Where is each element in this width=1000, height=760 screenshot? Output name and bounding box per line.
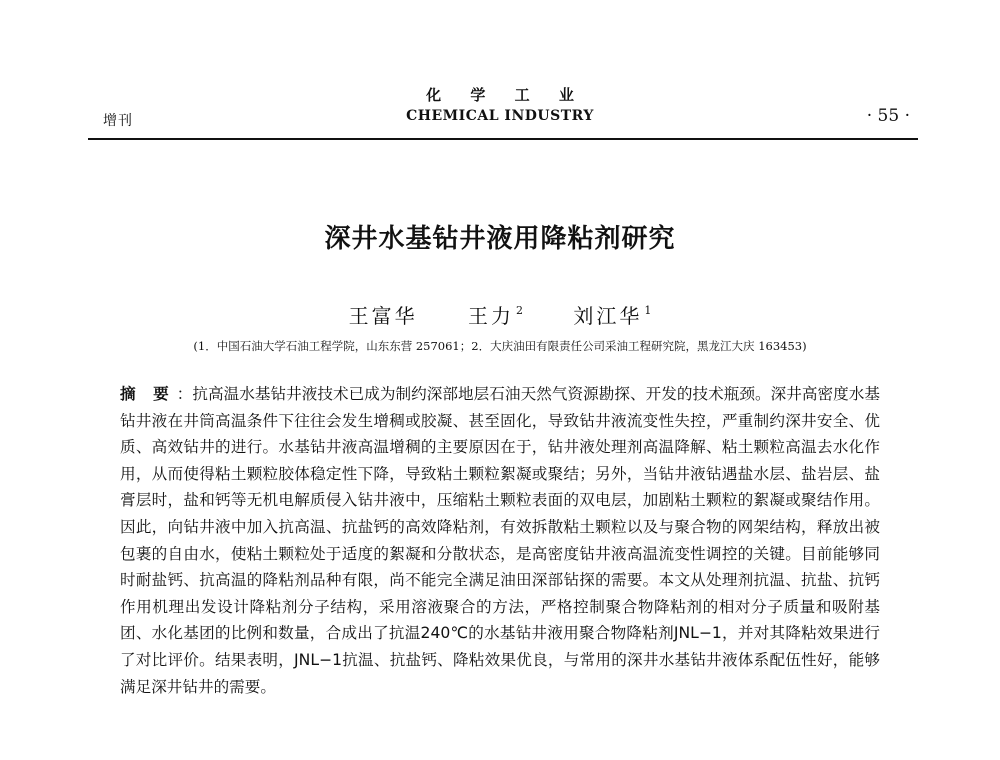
author: 王富华 (348, 304, 418, 328)
abstract-label: 摘 要 (120, 385, 175, 403)
affiliation-marker: 1 (644, 304, 652, 317)
abstract-text: ：抗高温水基钻井液技术已成为制约深部地层石油天然气资源勘探、开发的技术瓶颈。深井高密度水基钻井液在井筒高温条件下往往会发生增稠或胶凝、甚至固化，导致钻井液流变性失控，严重制约深井安全、优质、高效钻井的进行。水基钻井液高温增稠的主要原因在于，钻井液处理剂高温降解、粘土颗粒高温去水化作用，从而使得粘土颗粒胶体稳定性下降，导致粘土颗粒絮凝或聚结；另外，当钻井液钻遇盐水层、盐岩层、盐膏层时，盐和钙等无机电解质侵入钻井液中，压缩粘土颗粒表面的双电层，加剧粘土颗粒的絮凝或聚结作用。因此，向钻井液中加入抗高温、抗盐钙的高效降粘剂，有效拆散粘土颗粒以及与聚合物的网架结构，释放出被包裹的自由水，使粘土颗粒处于适度的絮凝和分散状态，是高密度钻井液高温流变性调控的关键。目前能够同时耐盐钙、抗高温的降粘剂品种有限，尚不能完全满足油田深部钻探的需要。本文从处理剂抗温、抗盐、抗钙作用机理出发设计降粘剂分子结构，采用溶液聚合的方法，严格控制聚合物降粘剂的相对分子质量和吸附基团、水化基团的比例和数量，合成出了抗温240℃的水基钻井液用聚合物降粘剂JNL−1，并对其降粘效果进行了对比评价。结果表明，JNL−1抗温、抗盐钙、降粘效果优良，与常用的深井水基钻井液体系配伍性好，能够满足深井钻井的需要。 (120, 385, 880, 696)
author: 王力 $^2$ (468, 304, 523, 328)
author: 刘江华 $^1$ (573, 304, 652, 328)
affiliation-marker: 2 (516, 304, 523, 317)
abstract (120, 381, 880, 700)
article-title: 深井水基钻井液用降粘剂研究 (324, 224, 676, 254)
author-list (0, 300, 1000, 329)
affiliations: (1．中国石油大学石油工程学院，山东东营 257061；2．大庆油田有限责任公司采油工程研究院，黑龙江大庆 163453) (193, 339, 807, 353)
header-divider (88, 138, 918, 140)
supplement-label: 增刊 (103, 113, 133, 129)
page-number: · 55 · (866, 106, 910, 126)
journal-name-cn: 化 学 工 业 (426, 86, 586, 104)
journal-name-en: CHEMICAL INDUSTRY (406, 108, 594, 124)
